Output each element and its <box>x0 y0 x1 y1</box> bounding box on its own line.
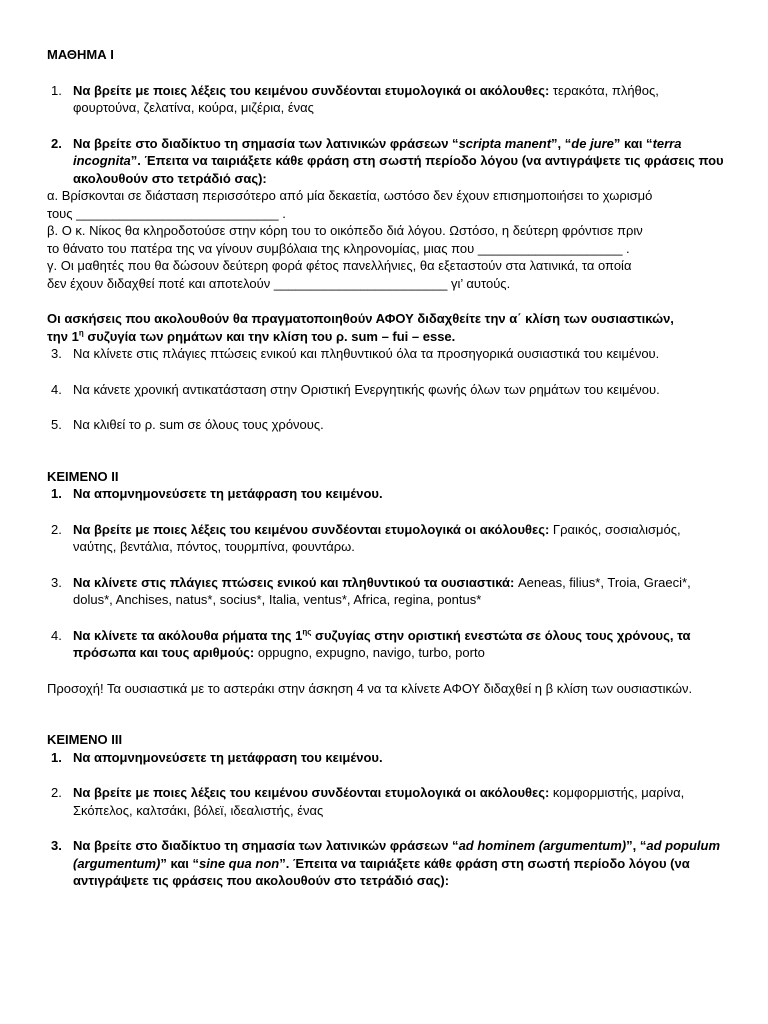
sentence-c-line1: γ. Οι μαθητές που θα δώσουν δεύτερη φορά φέτος πανελλήνιες, θα εξεταστούν στα λατινικά, τα οποία <box>47 258 632 273</box>
text2-warning: Προσοχή! Τα ουσιαστικά με το αστεράκι στην άσκηση 4 να τα κλίνετε ΑΦΟΥ διδαχθεί η β κλίση των ουσιαστικών. <box>47 680 693 696</box>
text3-q1 <box>47 749 727 767</box>
latin-phrase: de jure <box>571 135 614 151</box>
text2-q1-text: Να απομνημονεύσετε τη μετάφραση του κειμένου. <box>73 486 383 501</box>
text2-q3 <box>47 574 727 609</box>
note-text-part: συζυγία των ρημάτων και την κλίση του ρ. sum – fui – esse. <box>83 328 456 344</box>
item-number: 4. <box>51 627 62 643</box>
q5-text: Να κλιθεί το ρ. sum σε όλους τους χρόνους. <box>73 417 324 432</box>
item-number: 2. <box>51 135 62 151</box>
latin-phrase: ad populum (argumentum) <box>73 838 721 871</box>
q2-text-part: ” και “ <box>613 135 653 151</box>
sentence-a-line1: α. Βρίσκονται σε διάσταση περισσότερο από μία δεκαετία, ωστόσο δεν έχουν επισημοποιήσει το χωρισμό <box>47 188 653 203</box>
sentence-b-line1: β. Ο κ. Νίκος θα κληροδοτούσε στην κόρη του το οικόπεδο διά λόγου. Ωστόσο, η δεύτερη φρόντισε πριν <box>47 223 643 238</box>
q2-text-part: Να βρείτε στο διαδίκτυο τη σημασία των λατινικών φράσεων “ <box>73 135 459 151</box>
text3-q2-prompt: Να βρείτε με ποιες λέξεις του κειμένου συνδέονται ετυμολογικά οι ακόλουθες: <box>73 785 550 800</box>
text2-q4-prompt: Να κλίνετε τα ακόλουθα ρήματα της 1 <box>73 627 303 643</box>
item-number: 2. <box>51 521 62 537</box>
text3-q1-text: Να απομνημονεύσετε τη μετάφραση του κειμένου. <box>73 749 383 765</box>
lesson1-q3 <box>47 345 727 363</box>
item-number: 3. <box>51 838 62 853</box>
item-number: 5. <box>51 417 62 432</box>
q2-text-part: ”, “ <box>551 135 572 151</box>
text2-q2 <box>47 521 727 556</box>
latin-phrase: scripta manent <box>458 135 552 151</box>
ordinal-superscript: η <box>78 328 84 338</box>
latin-phrase: ad hominem (argumentum) <box>458 838 627 853</box>
item-number: 1. <box>51 82 62 98</box>
text2-q4-prompt: συζυγίας στην οριστική ενεστώτα σε όλους τους χρόνους, τα πρόσωπα και τους αριθμούς: <box>73 627 691 660</box>
text3-q2 <box>47 784 727 819</box>
item-number: 2. <box>51 785 62 800</box>
note-text-part: την 1 <box>47 328 79 344</box>
text2-q1 <box>47 485 727 503</box>
q2-text-part: ”. Έπειτα να ταιριάξετε κάθε φράση στη σωστή περίοδο λόγου (να αντιγράψετε τις φράσεις που ακολουθούν στο τετράδιό σας): <box>73 153 724 186</box>
item-number: 1. <box>51 749 62 765</box>
text2-q2-prompt: Να βρείτε με ποιες λέξεις του κειμένου συνδέονται ετυμολογικά οι ακόλουθες: <box>73 521 550 537</box>
text3-q3 <box>47 837 727 890</box>
text2-title: ΚΕΙΜΕΝΟ ΙΙ <box>47 468 119 484</box>
text3-q2-words: κομφορμιστής, μαρίνα, Σκόπελος, καλτσάκι, βόλεϊ, ιδεαλιστής, ένας <box>73 785 685 818</box>
sentence-b-line2: το θάνατο του πατέρα της να γίνουν συμβόλαια της κληρονομίας, μιας που ____________________ . <box>47 240 630 256</box>
latin-phrase: sine qua non <box>199 855 280 871</box>
text2-q3-words: Aeneas, filius*, Troia, Graeci*, dolus*, Anchises, natus*, socius*, Italia, ventus*, Africa, regina, pontus* <box>73 574 691 607</box>
text3-title: ΚΕΙΜΕΝΟ ΙΙΙ <box>47 732 123 747</box>
q1-prompt: Να βρείτε με ποιες λέξεις του κειμένου συνδέονται ετυμολογικά οι ακόλουθες: <box>73 82 550 98</box>
text3-q3-text-part: ”. Έπειτα να ταιριάξετε κάθε φράση στη σωστή περίοδο λόγου (να αντιγράψετε τις φράσεις που ακολουθούν στο τετράδιό σας): <box>73 855 690 888</box>
text3-q3-text-part: Να βρείτε στο διαδίκτυο τη σημασία των λατινικών φράσεων “ <box>73 838 459 853</box>
lesson1-note-line2 <box>47 328 727 346</box>
item-number: 3. <box>51 346 62 361</box>
text2-q4-words: oppugno, expugno, navigo, turbo, porto <box>254 645 485 660</box>
lesson1-title: ΜΑΘΗΜΑ Ι <box>47 47 114 62</box>
lesson1-q2 <box>47 135 727 188</box>
text2-q3-prompt: Να κλίνετε στις πλάγιες πτώσεις ενικού και πληθυντικού τα ουσιαστικά: <box>73 574 515 590</box>
document-page <box>47 46 727 890</box>
text3-q3-text-part: ”, “ <box>626 838 647 853</box>
ordinal-superscript: ης <box>302 627 312 637</box>
item-number: 1. <box>51 486 62 501</box>
text3-q3-text-part: ” και “ <box>160 855 200 871</box>
lesson1-q4 <box>47 381 727 399</box>
item-number: 3. <box>51 574 62 590</box>
lesson1-q5 <box>47 416 727 434</box>
q4-text: Να κάνετε χρονική αντικατάσταση στην Οριστική Ενεργητικής φωνής όλων των ρημάτων του κειμένου. <box>73 381 660 397</box>
lesson1-q1 <box>47 82 727 117</box>
q1-words: τερακότα, πλήθος, φουρτούνα, ζελατίνα, κούρα, μιζέρια, ένας <box>73 82 659 115</box>
lesson1-note-line1: Οι ασκήσεις που ακολουθούν θα πραγματοποιηθούν ΑΦΟΥ διδαχθείτε την α΄ κλίση των ουσιαστικών, <box>47 311 674 326</box>
sentence-a-line2: τους ____________________________ . <box>47 205 286 221</box>
item-number: 4. <box>51 381 62 397</box>
q3-text: Να κλίνετε στις πλάγιες πτώσεις ενικού και πληθυντικού όλα τα προσηγορικά ουσιαστικά του κειμένου. <box>73 346 660 361</box>
text2-q4 <box>47 627 727 662</box>
latin-phrase: terra incognita <box>73 135 682 168</box>
sentence-c-line2: δεν έχουν διδαχθεί ποτέ και αποτελούν ________________________ γι’ αυτούς. <box>47 275 511 291</box>
text2-q2-words: Γραικός, σοσιαλισμός, ναύτης, βεντάλια, πόντος, τουρμπίνα, φουντάρω. <box>73 521 681 554</box>
